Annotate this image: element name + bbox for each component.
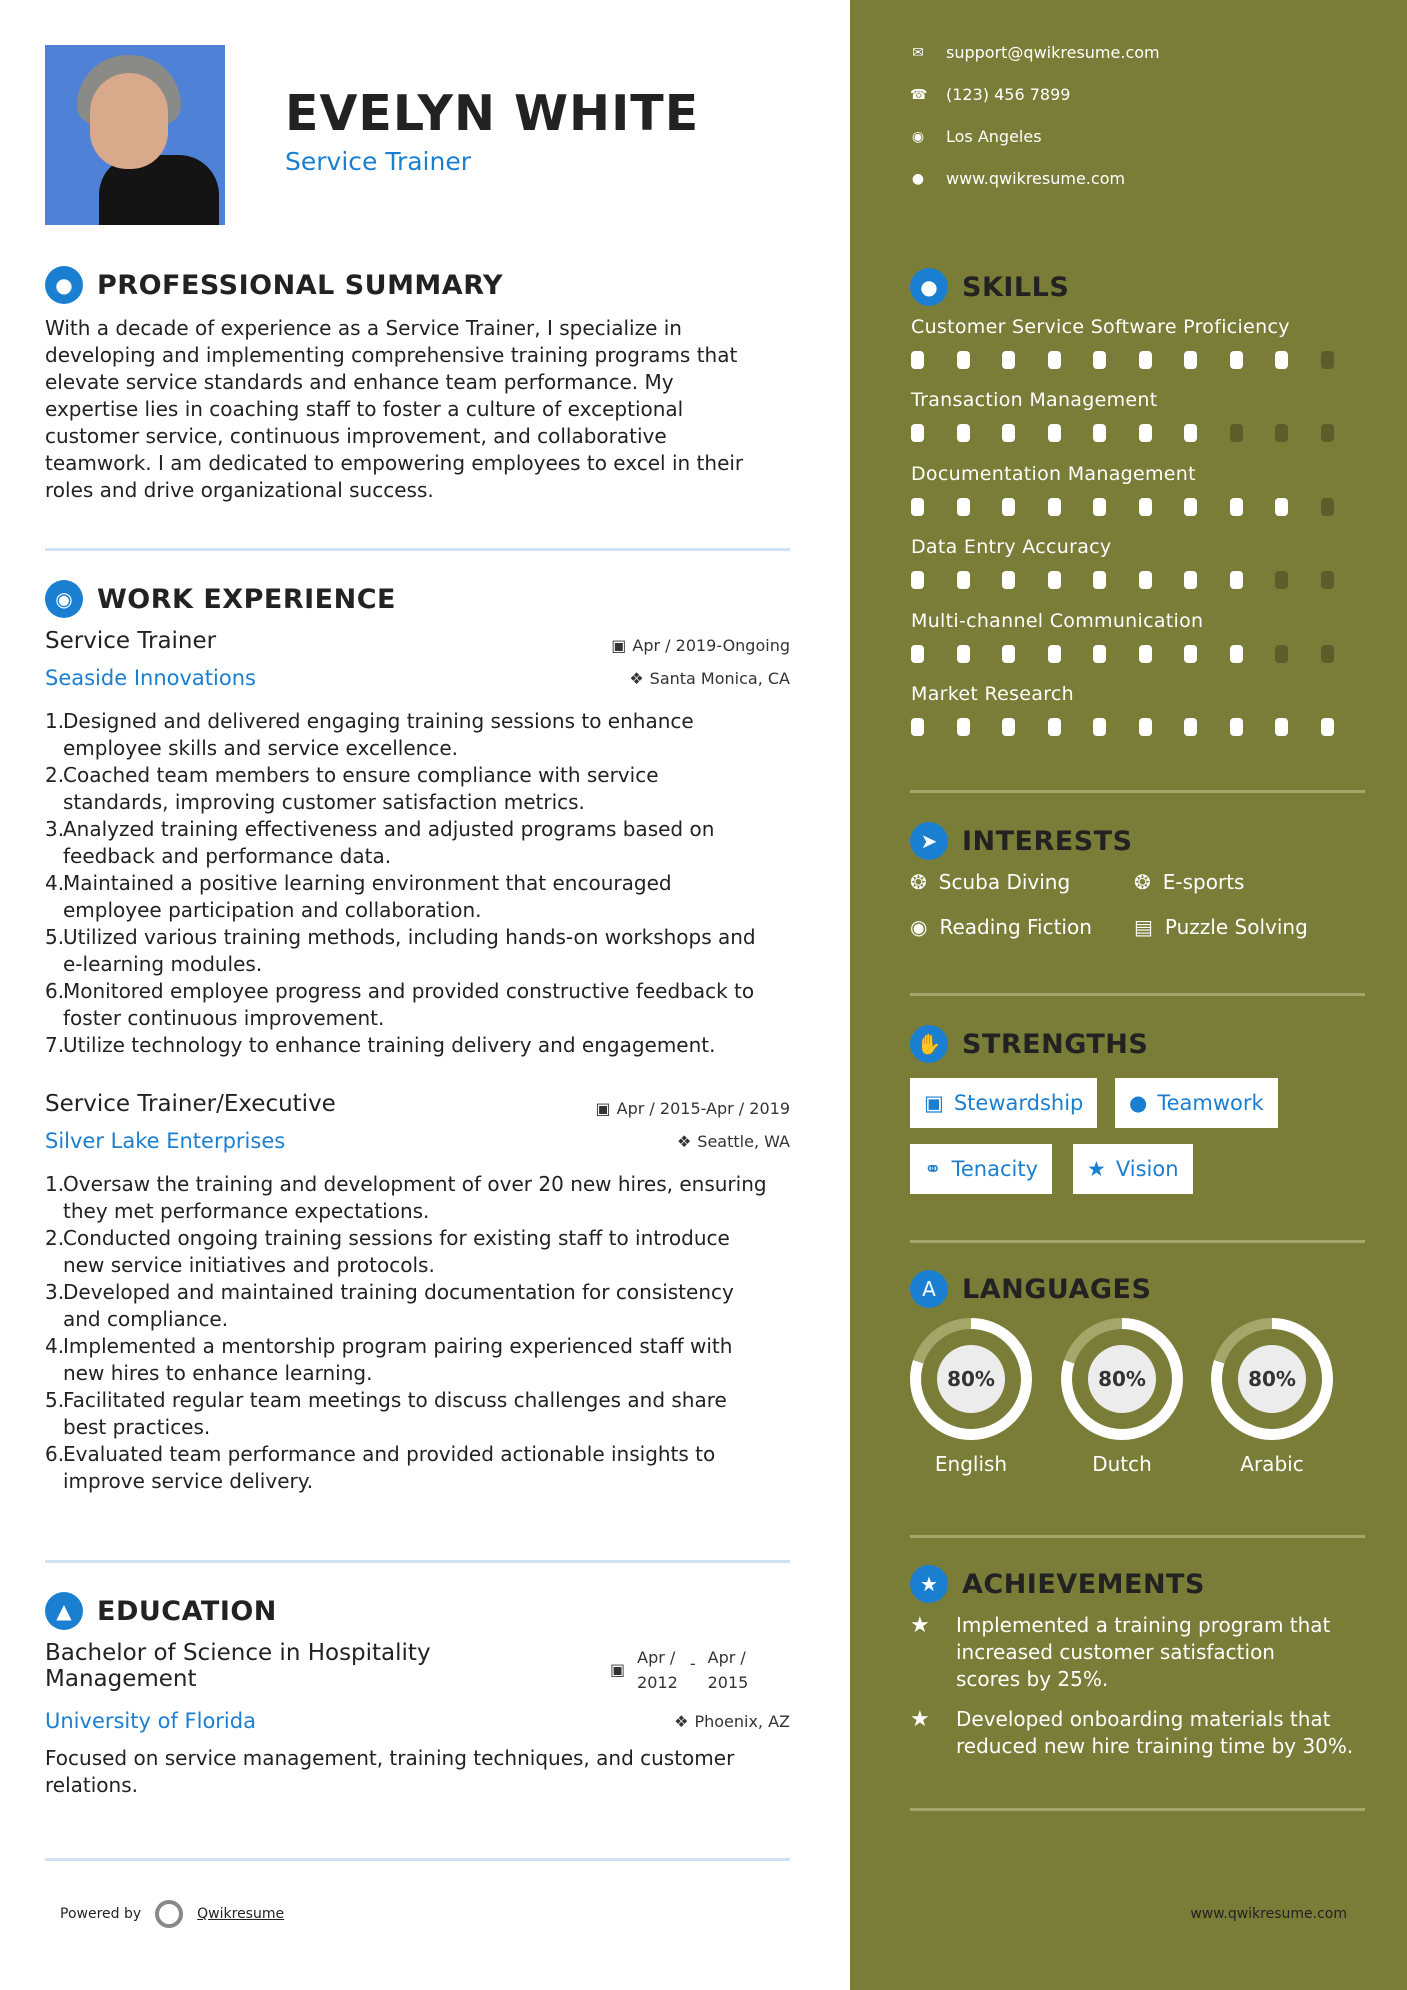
book-icon: ▤ bbox=[1134, 915, 1153, 939]
briefcase-icon: ▣ bbox=[924, 1091, 944, 1115]
skill-dot bbox=[957, 571, 970, 589]
achievement-item: ★ Developed onboarding materials that reduced new hire training time by 30%. bbox=[910, 1707, 1354, 1758]
skill-dot bbox=[1139, 571, 1152, 589]
job-dates: ▣ Apr / 2015-Apr / 2019 bbox=[595, 1099, 790, 1118]
skill-dot bbox=[1321, 498, 1334, 516]
school-name: University of Florida bbox=[45, 1709, 256, 1733]
location-pin-icon: ◉ bbox=[911, 128, 925, 145]
skill-dot bbox=[1184, 571, 1197, 589]
skill-dot bbox=[1184, 351, 1197, 369]
list-item: they met performance expectations. bbox=[63, 1199, 430, 1223]
list-item: 1. Oversaw the training and development of over 20 new hires, ensuring bbox=[45, 1172, 767, 1196]
skill-dot bbox=[1139, 424, 1152, 442]
skill-dot bbox=[1321, 351, 1334, 369]
skill-dot bbox=[1139, 351, 1152, 369]
skill-name: Market Research bbox=[911, 683, 1075, 705]
pin-icon: ❖ bbox=[674, 1712, 689, 1731]
section-divider bbox=[910, 1240, 1365, 1243]
skill-dot bbox=[1184, 424, 1197, 442]
users-icon: ● bbox=[1129, 1091, 1148, 1115]
language-ring: 80% bbox=[1211, 1318, 1333, 1440]
language-english: 80% English bbox=[910, 1318, 1032, 1476]
skill-dot bbox=[957, 498, 970, 516]
list-item: best practices. bbox=[63, 1415, 211, 1439]
skill-dot bbox=[1184, 718, 1197, 736]
skill-item bbox=[911, 536, 1366, 589]
binoculars-icon: ★ bbox=[1087, 1157, 1106, 1181]
skill-name: Customer Service Software Proficiency bbox=[911, 316, 1290, 338]
skill-item bbox=[911, 389, 1366, 442]
list-item: new service initiatives and protocols. bbox=[63, 1253, 435, 1277]
experience-heading: ◉ WORK EXPERIENCE bbox=[45, 580, 396, 618]
skill-item bbox=[911, 463, 1366, 516]
qwikresume-logo-icon bbox=[155, 1900, 183, 1928]
pin-icon: ❖ bbox=[629, 669, 644, 688]
skill-dot bbox=[1230, 498, 1243, 516]
footer-site[interactable]: www.qwikresume.com bbox=[1190, 1906, 1347, 1922]
education-location: ❖ Phoenix, AZ bbox=[674, 1712, 790, 1731]
skill-dot bbox=[1230, 645, 1243, 663]
section-divider bbox=[910, 993, 1365, 996]
job-bullets bbox=[45, 708, 795, 1059]
list-item: improve service delivery. bbox=[63, 1469, 314, 1493]
skill-dot bbox=[1002, 498, 1015, 516]
list-item: employee skills and service excellence. bbox=[63, 736, 458, 760]
skill-dot bbox=[911, 718, 924, 736]
skill-rating bbox=[911, 498, 1366, 516]
skill-dot bbox=[957, 718, 970, 736]
list-item: 6. Monitored employee progress and provided constructive feedback to bbox=[45, 979, 755, 1003]
calendar-icon: ▣ bbox=[611, 636, 627, 655]
skill-name: Transaction Management bbox=[911, 389, 1158, 411]
lifebuoy-icon: ❂ bbox=[910, 870, 927, 894]
shooting-star-icon: ★ bbox=[910, 1707, 930, 1732]
section-divider bbox=[910, 1808, 1365, 1811]
candidate-name: EVELYN WHITE bbox=[285, 85, 700, 142]
shooting-star-icon: ★ bbox=[910, 1613, 930, 1638]
list-item: and compliance. bbox=[63, 1307, 229, 1331]
list-item: employee participation and collaboration. bbox=[63, 898, 482, 922]
achievements-heading: ★ ACHIEVEMENTS bbox=[910, 1565, 1205, 1603]
language-dutch: 80% Dutch bbox=[1061, 1318, 1183, 1476]
globe-icon: ● bbox=[911, 170, 925, 187]
skill-dot bbox=[1321, 645, 1334, 663]
skill-dot bbox=[1275, 351, 1288, 369]
skill-dot bbox=[957, 645, 970, 663]
languages-heading: A LANGUAGES bbox=[910, 1270, 1151, 1308]
list-item: 3. Analyzed training effectiveness and adjusted programs based on bbox=[45, 817, 715, 841]
skill-dot bbox=[1093, 424, 1106, 442]
interest-item: ◉ Reading Fiction bbox=[910, 915, 1092, 939]
skill-dot bbox=[1002, 351, 1015, 369]
photo-face bbox=[90, 73, 168, 169]
skill-dot bbox=[1184, 498, 1197, 516]
skill-dot bbox=[911, 498, 924, 516]
paper-plane-icon: ➤ bbox=[910, 822, 948, 860]
interest-item: ▤ Puzzle Solving bbox=[1134, 915, 1308, 939]
skill-dot bbox=[1002, 571, 1015, 589]
skill-rating bbox=[911, 645, 1366, 663]
skill-dot bbox=[911, 645, 924, 663]
skill-dot bbox=[911, 351, 924, 369]
section-divider bbox=[910, 1535, 1365, 1538]
section-divider bbox=[910, 790, 1365, 793]
lightbulb-icon: ● bbox=[910, 268, 948, 306]
lifebuoy-icon: ❂ bbox=[1134, 870, 1151, 894]
contact-website[interactable]: ● www.qwikresume.com bbox=[911, 169, 1126, 188]
gamepad-icon: ◉ bbox=[910, 915, 928, 939]
job-bullets bbox=[45, 1171, 795, 1495]
language-arabic: 80% Arabic bbox=[1211, 1318, 1333, 1476]
calendar-icon: ▣ bbox=[595, 1099, 611, 1118]
list-item: standards, improving customer satisfaction metrics. bbox=[63, 790, 585, 814]
skill-item bbox=[911, 316, 1366, 369]
pin-icon: ❖ bbox=[676, 1132, 692, 1151]
summary-heading: ● PROFESSIONAL SUMMARY bbox=[45, 266, 503, 304]
brand-link[interactable]: Qwikresume bbox=[197, 1906, 285, 1922]
job-title: Service Trainer bbox=[45, 628, 217, 654]
education-heading: ▲ EDUCATION bbox=[45, 1592, 277, 1630]
list-item: e-learning modules. bbox=[63, 952, 263, 976]
job-location: ❖ Santa Monica, CA bbox=[629, 669, 790, 688]
list-item: 6. Evaluated team performance and provided actionable insights to bbox=[45, 1442, 716, 1466]
list-item: 3. Developed and maintained training documentation for consistency bbox=[45, 1280, 734, 1304]
strength-chip: ⚭ Tenacity bbox=[910, 1144, 1052, 1194]
skill-dot bbox=[1139, 498, 1152, 516]
skill-dot bbox=[1184, 645, 1197, 663]
skill-dot bbox=[1275, 645, 1288, 663]
skill-dot bbox=[1048, 645, 1061, 663]
contact-phone: ☎ (123) 456 7899 bbox=[910, 85, 1071, 104]
skill-dot bbox=[1139, 645, 1152, 663]
skill-dot bbox=[1321, 571, 1334, 589]
skill-dot bbox=[1275, 718, 1288, 736]
strengths-heading: ✋ STRENGTHS bbox=[910, 1025, 1148, 1063]
skill-dot bbox=[1321, 424, 1334, 442]
user-icon: ● bbox=[45, 266, 83, 304]
translate-icon: A bbox=[910, 1270, 948, 1308]
skill-dot bbox=[1321, 718, 1334, 736]
skill-dot bbox=[911, 424, 924, 442]
star-icon: ★ bbox=[910, 1565, 948, 1603]
skill-item bbox=[911, 683, 1366, 736]
skill-dot bbox=[1275, 498, 1288, 516]
section-divider bbox=[45, 548, 790, 551]
skill-dot bbox=[957, 424, 970, 442]
skill-item bbox=[911, 610, 1366, 663]
contact-email[interactable]: ✉ support@qwikresume.com bbox=[910, 43, 1160, 62]
skill-rating bbox=[911, 718, 1366, 736]
contact-location: ◉ Los Angeles bbox=[911, 127, 1042, 146]
list-item: 2. Conducted ongoing training sessions for existing staff to introduce bbox=[45, 1226, 730, 1250]
interest-item: ❂ E-sports bbox=[1134, 870, 1245, 894]
list-item: 5. Facilitated regular team meetings to discuss challenges and share bbox=[45, 1388, 727, 1412]
skill-dot bbox=[1139, 718, 1152, 736]
briefcase-icon: ◉ bbox=[45, 580, 83, 618]
skill-dot bbox=[1048, 351, 1061, 369]
job-company: Silver Lake Enterprises bbox=[45, 1129, 286, 1153]
link-icon: ⚭ bbox=[924, 1157, 942, 1181]
skill-dot bbox=[1093, 571, 1106, 589]
achievement-item: ★ Implemented a training program that increased customer satisfaction scores by 25%. bbox=[910, 1613, 1331, 1691]
job-dates: ▣ Apr / 2019-Ongoing bbox=[611, 636, 790, 655]
skill-dot bbox=[1048, 498, 1061, 516]
skill-name: Multi-channel Communication bbox=[911, 610, 1204, 632]
skills-heading: ● SKILLS bbox=[910, 268, 1069, 306]
job-company: Seaside Innovations bbox=[45, 666, 256, 690]
skill-dot bbox=[1230, 424, 1243, 442]
interest-item: ❂ Scuba Diving bbox=[910, 870, 1071, 894]
candidate-title: Service Trainer bbox=[285, 147, 471, 176]
job-title: Service Trainer/Executive bbox=[45, 1091, 336, 1117]
skill-dot bbox=[1002, 645, 1015, 663]
list-item: 4. Implemented a mentorship program pairing experienced staff with bbox=[45, 1334, 733, 1358]
skill-dot bbox=[911, 571, 924, 589]
skill-dot bbox=[1093, 718, 1106, 736]
envelope-icon: ✉ bbox=[912, 44, 924, 61]
skill-dot bbox=[1230, 351, 1243, 369]
phone-icon: ☎ bbox=[910, 86, 928, 103]
skill-dot bbox=[1002, 718, 1015, 736]
section-divider bbox=[45, 1560, 790, 1563]
skill-dot bbox=[957, 351, 970, 369]
strength-chip: ▣ Stewardship bbox=[910, 1078, 1097, 1128]
calendar-icon: ▣ bbox=[610, 1660, 626, 1679]
skill-dot bbox=[1093, 645, 1106, 663]
skill-dot bbox=[1230, 571, 1243, 589]
skill-dot bbox=[1093, 498, 1106, 516]
summary-text: With a decade of experience as a Service Trainer, I specialize in developing and implementing comprehensive training programs that elevate service standards and enhance team performance. My expertise lies in coaching staff to foster a culture of exceptional customer service, continuous improvement, and collaborative teamwork. I am dedicated to empowering employees to excel in their roles and drive organizational success. bbox=[45, 316, 744, 502]
skill-dot bbox=[1093, 351, 1106, 369]
skill-dot bbox=[1002, 424, 1015, 442]
strength-chip: ● Teamwork bbox=[1115, 1078, 1278, 1128]
language-ring: 80% bbox=[910, 1318, 1032, 1440]
language-ring: 80% bbox=[1061, 1318, 1183, 1440]
list-item: feedback and performance data. bbox=[63, 844, 392, 868]
list-item: 1. Designed and delivered engaging training sessions to enhance bbox=[45, 709, 694, 733]
list-item: 2. Coached team members to ensure compliance with service bbox=[45, 763, 659, 787]
graduation-icon: ▲ bbox=[45, 1592, 83, 1630]
skill-name: Data Entry Accuracy bbox=[911, 536, 1112, 558]
skill-rating bbox=[911, 351, 1366, 369]
list-item: 5. Utilized various training methods, including hands-on workshops and bbox=[45, 925, 756, 949]
footer-powered-by: Powered by Qwikresume bbox=[60, 1900, 284, 1928]
skill-name: Documentation Management bbox=[911, 463, 1196, 485]
list-item: 4. Maintained a positive learning environment that encouraged bbox=[45, 871, 672, 895]
skill-rating bbox=[911, 571, 1366, 589]
interests-heading: ➤ INTERESTS bbox=[910, 822, 1133, 860]
section-divider bbox=[45, 1858, 790, 1861]
job-location: ❖ Seattle, WA bbox=[676, 1132, 790, 1151]
skill-dot bbox=[1275, 571, 1288, 589]
skill-dot bbox=[1048, 424, 1061, 442]
skill-dot bbox=[1048, 571, 1061, 589]
strength-chip: ★ Vision bbox=[1073, 1144, 1193, 1194]
education-description: Focused on service management, training techniques, and customer relations. bbox=[45, 1746, 735, 1797]
skill-rating bbox=[911, 424, 1366, 442]
list-item: new hires to enhance learning. bbox=[63, 1361, 373, 1385]
skill-dot bbox=[1048, 718, 1061, 736]
profile-photo bbox=[45, 45, 225, 225]
skill-dot bbox=[1275, 424, 1288, 442]
list-item: foster continuous improvement. bbox=[63, 1006, 385, 1030]
education-dates: ▣ Apr / 2012 - Apr / 2015 bbox=[610, 1645, 748, 1695]
fist-icon: ✋ bbox=[910, 1025, 948, 1063]
list-item: 7. Utilize technology to enhance training delivery and engagement. bbox=[45, 1033, 716, 1057]
skill-dot bbox=[1230, 718, 1243, 736]
degree-title: Bachelor of Science in Hospitality Management bbox=[45, 1640, 431, 1692]
